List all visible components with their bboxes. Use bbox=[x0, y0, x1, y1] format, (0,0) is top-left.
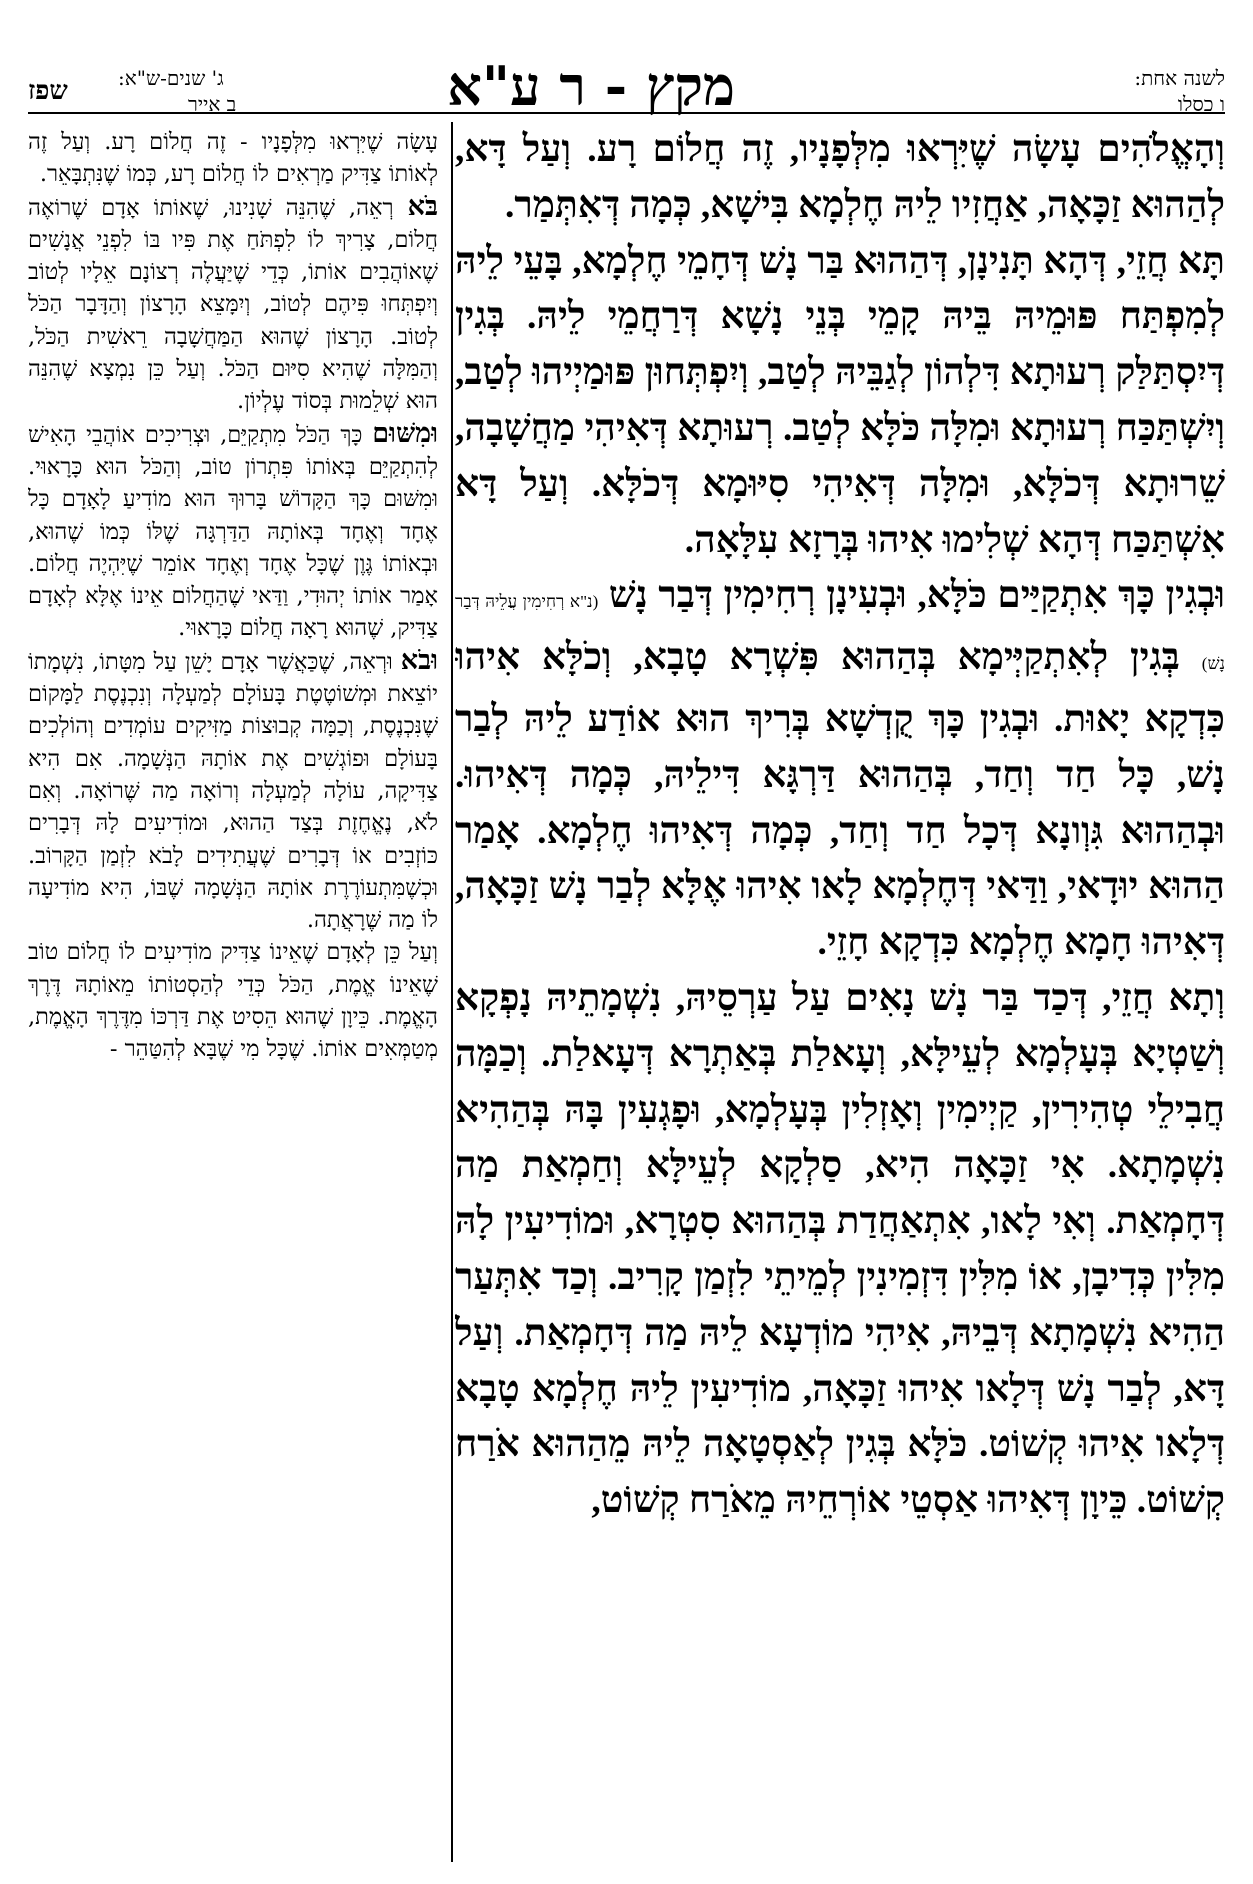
aramaic-text-column bbox=[455, 122, 1225, 1862]
main-paragraph-3 bbox=[455, 568, 1225, 971]
side-paragraph-3-lead: וּמִשּׁוּם bbox=[372, 417, 438, 449]
main-paragraph-3-start: וּבְגִין כָּךְ אִתְקַיַּים כֹּלָּא, וּבְעִינָן רְחִימִין דְּבַר נָשׁ bbox=[608, 575, 1225, 617]
side-paragraph-2 bbox=[28, 191, 438, 418]
page-header bbox=[28, 38, 1225, 118]
side-paragraph-2-text: רְאֵה, שֶׁהִנֵּה שָׁנִינוּ, שֶׁאוֹתוֹ אָדָם שֶׁרוֹאֶה חֲלוֹם, צָרִיךְ לוֹ לִפְתֹּחַ אֶת פִּיו בּוֹ לִפְנֵי אֲנָשִׁים שֶׁאוֹהֲבִים אוֹתוֹ, כְּדֵי שֶׁיַּעֲלֶה רְצוֹנָם אֵלָיו לְטוֹב וְיִפְתְּחוּ פִּיהֶם לְטוֹב, וְיִמָּצֵא הָרָצוֹן וְהַדָּבָר הַכֹּל לְטוֹב. הָרָצוֹן שֶׁהוּא הַמַּחֲשָׁבָה רֵאשִׁית הַכֹּל, וְהַמִּלָּה שֶׁהִיא סִיּוּם הַכֹּל. וְעַל כֵּן נִמְצָא שֶׁהִנֵּה הוּא שְׁלֵמוּת בְּסוֹד עֶלְיוֹן. bbox=[28, 194, 438, 415]
main-paragraph-4: וְתָא חֲזֵי, דְּכַד בַּר נָשׁ נָאִים עַל עַרְסֵיהּ, נִשְׁמָתֵיהּ נָפְקָא וְשַׁטְיָא בְּעָלְמָא לְעֵילָּא, וְעָאלַת בְּאַתְרָא דְּעָאלַת. וְכַמָּה חֲבִילֵי טְהִירִין, קַיְימִין וְאָזְלִין בְּעָלְמָא, וּפָגְעִין בָּהּ בְּהַהִיא נִשְׁמָתָא. אִי זַכָּאָה הִיא, סַלְקָא לְעֵילָּא וְחַמְאַת מַה דְּחָמְאַת. וְאִי לָאו, אִתְאַחֲדַת בְּהַהוּא סִטְרָא, וּמוֹדִיעִין לָהּ מִלִּין כְּדִיבָן, אוֹ מִלִּין דִּזְמִינִין לְמֵיתֵי לִזְמַן קָרִיב. וְכַד אִתְּעַר הַהִיא נִשְׁמָתָא דְּבֵיהּ, אִיהִי מוֹדְעָא לֵיהּ מַה דְּחָמְאַת. וְעַל דָּא, לְבַר נָשׁ דְּלָאו אִיהוּ זַכָּאָה, מוֹדִיעִין לֵיהּ חֶלְמָא טָבָא דְּלָאו אִיהוּ קְשׁוֹט. כֹּלָּא בְּגִין לְאַסְטָאָה לֵיהּ מֵהַהוּא אֹרַח קְשׁוֹט. כֵּיוָן דְּאִיהוּ אַסְטֵי אוֹרְחֵיהּ מֵאֹרַח קְשׁוֹט, bbox=[455, 977, 1225, 1522]
hebrew-translation-column bbox=[28, 126, 438, 1862]
page-number: שפז bbox=[28, 76, 68, 106]
variant-note: (נ"א רְחִימִין עֲלֵיהּ דְּבַר נָשׁ) bbox=[455, 592, 1225, 674]
side-paragraph-2-lead: בֹּא bbox=[407, 190, 438, 222]
main-paragraph-1: וְהָאֱלֹהִים עָשָׂה שֶׁיִּרְאוּ מִלְּפָנָיו, זֶה חֲלוֹם רָע. וְעַל דָּא, לְהַהוּא זַכָּאָה, אַחֲזִיו לֵיהּ חֶלְמָא בִּישָׁא, כְּמָה דְּאִתְּמַר. bbox=[455, 129, 1225, 226]
daily-study-date: ו כסלו bbox=[1177, 92, 1225, 116]
three-year-label: ג' שנים-ש"א: bbox=[118, 66, 224, 90]
three-year-date: ב אייר bbox=[188, 92, 237, 116]
side-paragraph-5: וְעַל כֵּן לְאָדָם שֶׁאֵינוֹ צַדִּיק מוֹדִיעִים לוֹ חֲלוֹם טוֹב שֶׁאֵינוֹ אֱמֶת, הַכֹּל כְּדֵי לְהַסְטוֹתוֹ מֵאוֹתָהּ דֶּרֶךְ הָאֱמֶת. כֵּיוָן שֶׁהוּא הֵסִיט אֶת דַּרְכּוֹ מִדֶּרֶךְ הָאֱמֶת, מְטַמְּאִים אוֹתוֹ. שֶׁכָּל מִי שֶׁבָּא לְהִטַּהֵר - bbox=[28, 939, 438, 1063]
header-divider bbox=[28, 112, 1225, 114]
column-divider bbox=[451, 122, 453, 1862]
side-paragraph-4-text: וּרְאֵה, שֶׁכַּאֲשֶׁר אָדָם יָשֵׁן עַל מִטָּתוֹ, נִשְׁמָתוֹ יוֹצֵאת וּמְשׁוֹטֶטֶת בָּעוֹלָם לְמַעְלָה וְנִכְנֶסֶת לַמָּקוֹם שֶׁנִּכְנֶסֶת, וְכַמָּה קְבוּצוֹת מַזִּיקִים עוֹמְדִים וְהוֹלְכִים בָּעוֹלָם וּפוֹגְשִׁים אֶת אוֹתָהּ הַנְּשָׁמָה. אִם הִיא צַדִּיקָה, עוֹלָה לְמַעְלָה וְרוֹאָה מַה שֶּׁרוֹאָה. וְאִם לֹא, נֶאֱחֶזֶת בְּצַד הַהוּא, וּמוֹדִיעִים לָהּ דְּבָרִים כּוֹזְבִים אוֹ דְּבָרִים שֶׁעֲתִידִים לָבֹא לִזְמַן הַקָּרוֹב. וּכְשֶׁמִּתְעוֹרֶרֶת אוֹתָהּ הַנְּשָׁמָה שֶׁבּוֹ, הִיא מוֹדִיעָה לוֹ מַה שֶּׁרָאֲתָה. bbox=[28, 648, 438, 934]
side-paragraph-4-lead: וּבֹא bbox=[400, 644, 438, 676]
page-title: מקץ - ר ע"א bbox=[447, 54, 735, 118]
side-paragraph-1: עָשָׂה שֶׁיִּרְאוּ מִלְּפָנָיו - זֶה חֲלוֹם רָע. וְעַל זֶה לְאוֹתוֹ צַדִּיק מַרְאִים לוֹ חֲלוֹם רָע, כְּמוֹ שֶׁנִּתְבָּאֵר. bbox=[28, 129, 438, 188]
main-paragraph-2: תָּא חֲזֵי, דְּהָא תָּנִינָן, דְּהַהוּא בַּר נָשׁ דְּחָמֵי חֶלְמָא, בָּעֵי לֵיהּ לְמִפְתַּח פּוּמֵיהּ בֵּיהּ קָמֵי בְּנֵי נָשָׁא דְּרַחֲמֵי לֵיהּ. בְּגִין דְּיִסְתַּלַּק רְעוּתָא דִּלְהוֹן לְגַבֵּיהּ לְטַב, וְיִפְתְּחוּן פּוּמַיְיהוּ לְטַב, וְיִשְׁתַּכַּח רְעוּתָא וּמִלָּה כֹּלָּא לְטַב. רְעוּתָא דְּאִיהִי מַחֲשָׁבָה, שֵׁרוּתָא דְּכֹלָּא, וּמִלָּה דְּאִיהִי סִיּוּמָא דְּכֹלָּא. וְעַל דָּא אִשְׁתַּכַּח דְּהָא שְׁלִימוּ אִיהוּ בְּרָזָא עִלָּאָה. bbox=[455, 240, 1225, 561]
side-paragraph-3-text: כָּךְ הַכֹּל מִתְקַיֵּם, וּצְרִיכִים אוֹהֲבֵי הָאִישׁ לְהִתְקַיֵּם בְּאוֹתוֹ פִּתְרוֹן טוֹב, וְהַכֹּל הוּא כָּרָאוּי. וּמִשּׁוּם כָּךְ הַקָּדוֹשׁ בָּרוּךְ הוּא מוֹדִיעַ לָאָדָם כָּל אֶחָד וְאֶחָד בְּאוֹתָהּ הַדַּרְגָּה שֶׁלּוֹ כְּמוֹ שֶׁהוּא, וּבְאוֹתוֹ גֶּוֶן שֶׁכָּל אֶחָד וְאֶחָד אוֹמֵר שֶׁיִּהְיֶה חֲלוֹם. אָמַר אוֹתוֹ יְהוּדִי, וַדַּאי שֶׁהַחֲלוֹם אֵינוֹ אֶלָּא לְאָדָם צַדִּיק, שֶׁהוּא רָאָה חֲלוֹם כָּרָאוּי. bbox=[28, 421, 438, 642]
side-paragraph-4 bbox=[28, 645, 438, 937]
side-paragraph-3 bbox=[28, 418, 438, 645]
daily-study-label: לשנה אחת: bbox=[1134, 66, 1225, 90]
main-paragraph-3-end: בְּגִין לְאִתְקַיְּימָא בְּהַהוּא פִּשְׁרָא טָבָא, וְכֹלָּא אִיהוּ כִּדְקָא יָאוּת. וּבְגִין כָּךְ קֻדְשָׁא בְּרִיךְ הוּא אוֹדַע לֵיהּ לְבַר נָשׁ, כָּל חַד וְחַד, בְּהַהוּא דַּרְגָּא דִּילֵיהּ, כְּמָה דְּאִיהוּ. וּבְהַהוּא גִּוְונָא דְּכָל חַד וְחַד, כְּמָה דְּאִיהוּ חֶלְמָא. אָמַר הַהוּא יוּדָאי, וַדַּאי דְּחֶלְמָא לָאו אִיהוּ אֶלָּא לְבַר נָשׁ זַכָּאָה, דְּאִיהוּ חָמָא חֶלְמָא כִּדְקָא חָזֵי. bbox=[455, 637, 1225, 964]
